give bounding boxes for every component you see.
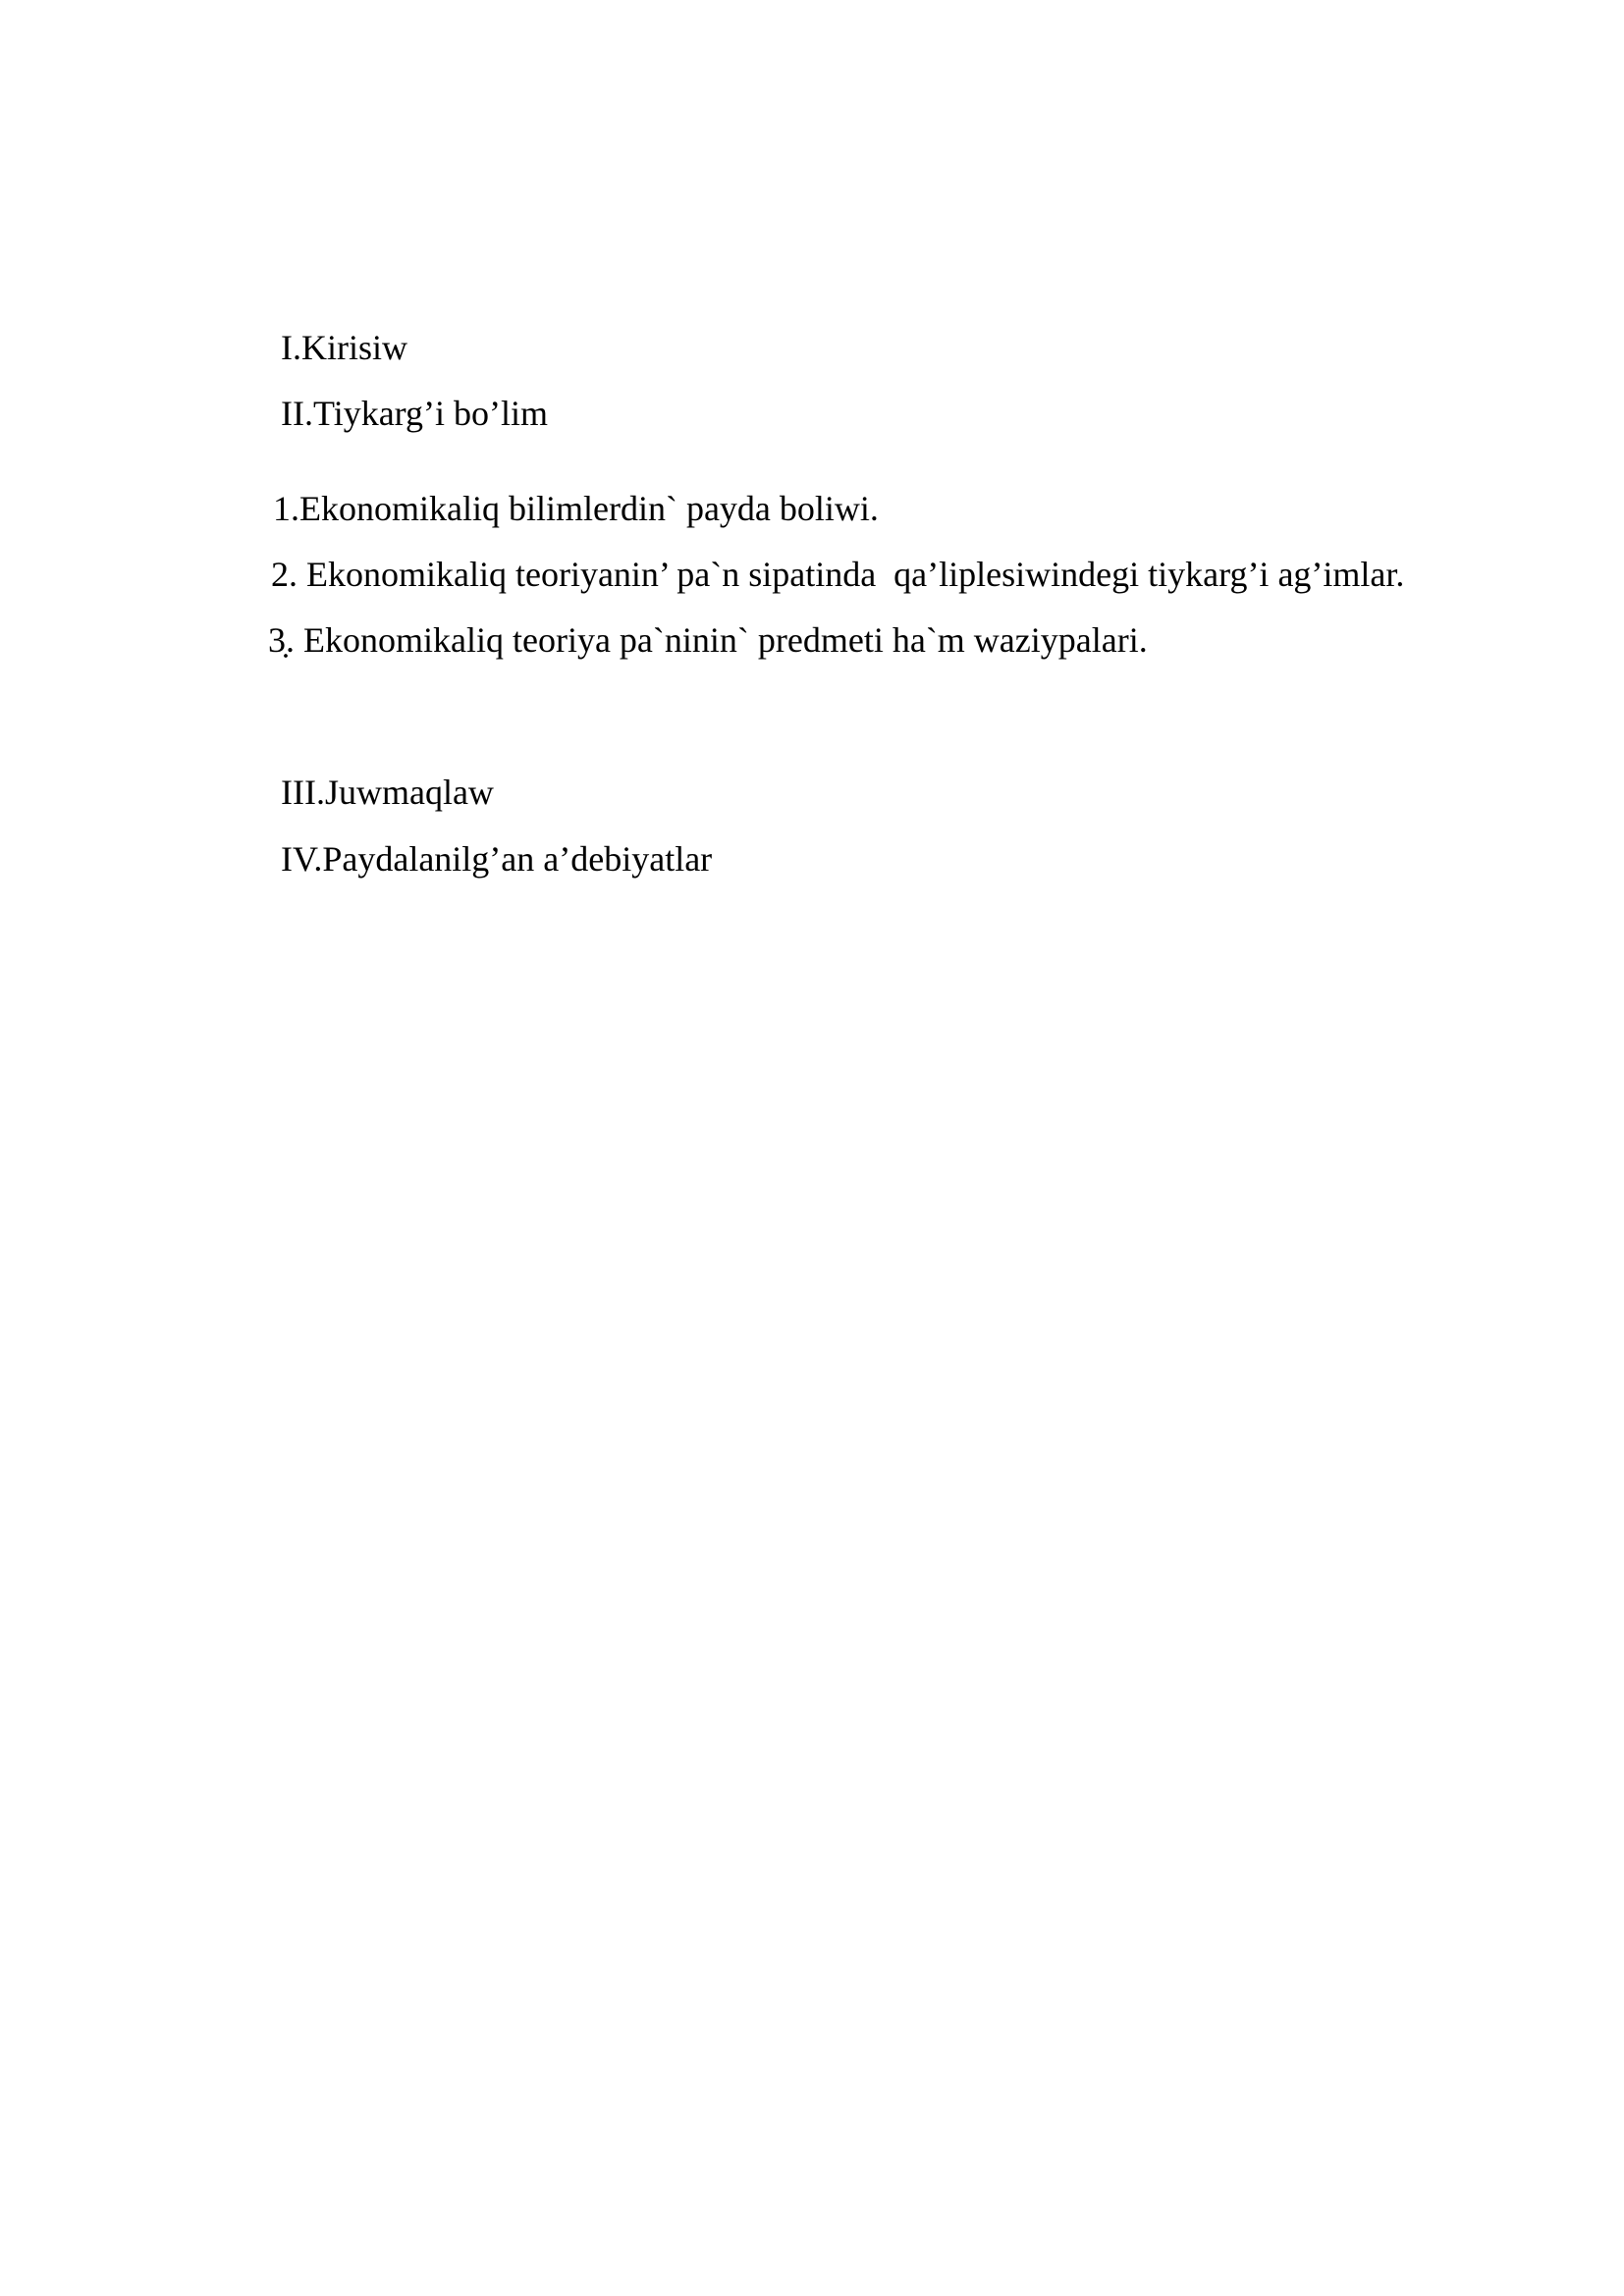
- outline-subsection-2: 2. Ekonomikaliq teoriyanin’ pa`n sipatinda qa’liplesiwindegi tiykarg’i ag’imlar.: [271, 555, 1405, 594]
- outline-references: IV.Paydalanilg’an a’debiyatlar: [281, 839, 713, 879]
- outline-subsection-1: 1.Ekonomikaliq bilimlerdin` payda boliwi.: [273, 489, 879, 528]
- outline-subsection-3: 3̣. Ekonomikaliq teoriya pa`ninin` predmeti ha`m waziypalari.: [268, 620, 1148, 660]
- outline-conclusion: III.Juwmaqlaw: [281, 773, 494, 812]
- outline-main-part: II.Tiykarg’i bo’lim: [281, 394, 549, 433]
- outline-intro: I.Kirisiw: [281, 328, 407, 367]
